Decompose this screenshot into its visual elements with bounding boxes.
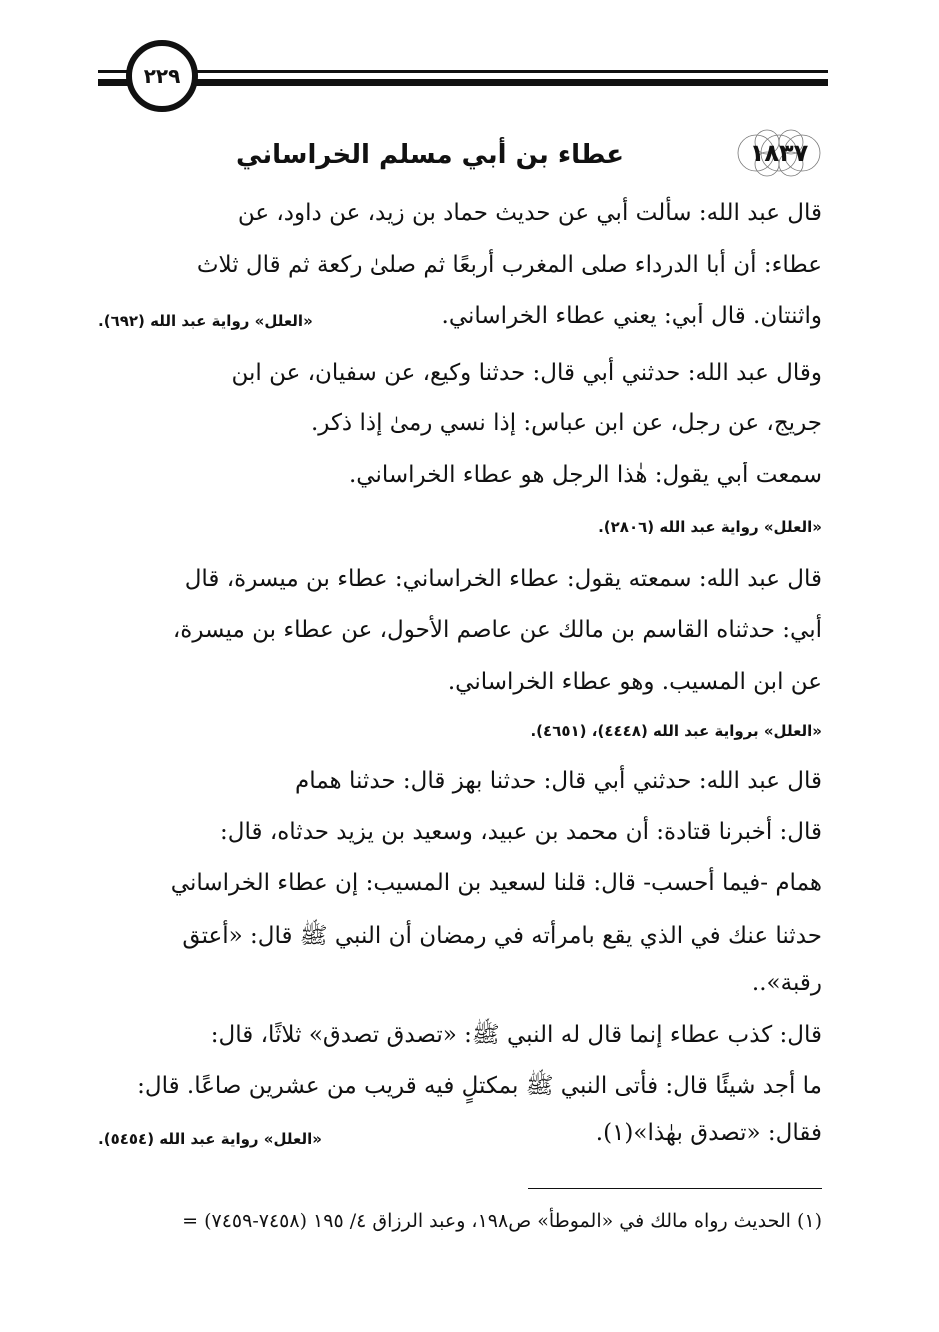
footnote-divider [528, 1188, 822, 1189]
text-line: عن ابن المسيب. وهو عطاء الخراساني. [447, 669, 822, 695]
source-reference: «العلل» برواية عبد الله (٤٤٤٨)، (٤٦٥١). [530, 722, 822, 740]
text-line: جريج، عن رجل، عن ابن عباس: إذا نسي رمىٰ إذا ذكر. [310, 410, 822, 436]
text-line: فقال: «تصدق بهٰذا»(١). [595, 1120, 822, 1146]
source-reference: «العلل» رواية عبد الله (٦٩٢). [98, 312, 313, 330]
entry-number-badge [736, 128, 822, 178]
text-line: قال عبد الله: سمعته يقول: عطاء الخراساني: عطاء بن ميسرة، قال [184, 566, 822, 592]
text-line: رقبة».. [751, 970, 822, 996]
entry-number: ١٨٣٧ [749, 139, 809, 167]
text-line: وقال عبد الله: حدثني أبي قال: حدثنا وكيع، عن سفيان، عن ابن [231, 360, 822, 386]
source-reference: «العلل» رواية عبد الله (٥٤٥٤). [98, 1130, 322, 1148]
text-line: همام -فيما أحسب- قال: قلنا لسعيد بن المسيب: إن عطاء الخراساني [170, 870, 822, 896]
page-number: ٢٢٩ [126, 40, 198, 112]
text-line: عطاء: أن أبا الدرداء صلى المغرب أربعًا ثم صلىٰ ركعة ثم قال ثلاث [196, 252, 822, 278]
text-line: قال عبد الله: حدثني أبي قال: حدثنا بهز قال: حدثنا همام [295, 768, 822, 794]
entry-title: عطاء بن أبي مسلم الخراساني [236, 140, 624, 170]
header-rule-thick [98, 79, 828, 86]
footnote: (١) الحديث رواه مالك في «الموطأ» ص١٩٨، وعبد الرزاق ٤/ ١٩٥ (٧٤٥٨-٧٤٥٩) = [182, 1210, 822, 1232]
text-line: قال: كذب عطاء إنما قال له النبي ﷺ: «تصدق تصدق» ثلاثًا، قال: [210, 1022, 822, 1048]
text-line: أبي: حدثناه القاسم بن مالك عن عاصم الأحول، عن عطاء بن ميسرة، [172, 617, 822, 643]
header-rule-thin [98, 70, 828, 73]
text-line: سمعت أبي يقول: هٰذا الرجل هو عطاء الخراساني. [349, 462, 822, 488]
text-line: قال عبد الله: سألت أبي عن حديث حماد بن زيد، عن داود، عن [237, 200, 822, 226]
source-reference: «العلل» رواية عبد الله (٢٨٠٦). [598, 518, 822, 536]
text-line: واثنتان. قال أبي: يعني عطاء الخراساني. [441, 303, 822, 329]
text-line: ما أجد شيئًا قال: فأتى النبي ﷺ بمكتلٍ فيه قريب من عشرين صاعًا. قال: [137, 1073, 822, 1099]
text-line: حدثنا عنك في الذي يقع بامرأته في رمضان أن النبي ﷺ قال: «أعتق [182, 923, 822, 949]
text-line: قال: أخبرنا قتادة: أن محمد بن عبيد، وسعيد بن يزيد حدثاه، قال: [220, 819, 822, 845]
